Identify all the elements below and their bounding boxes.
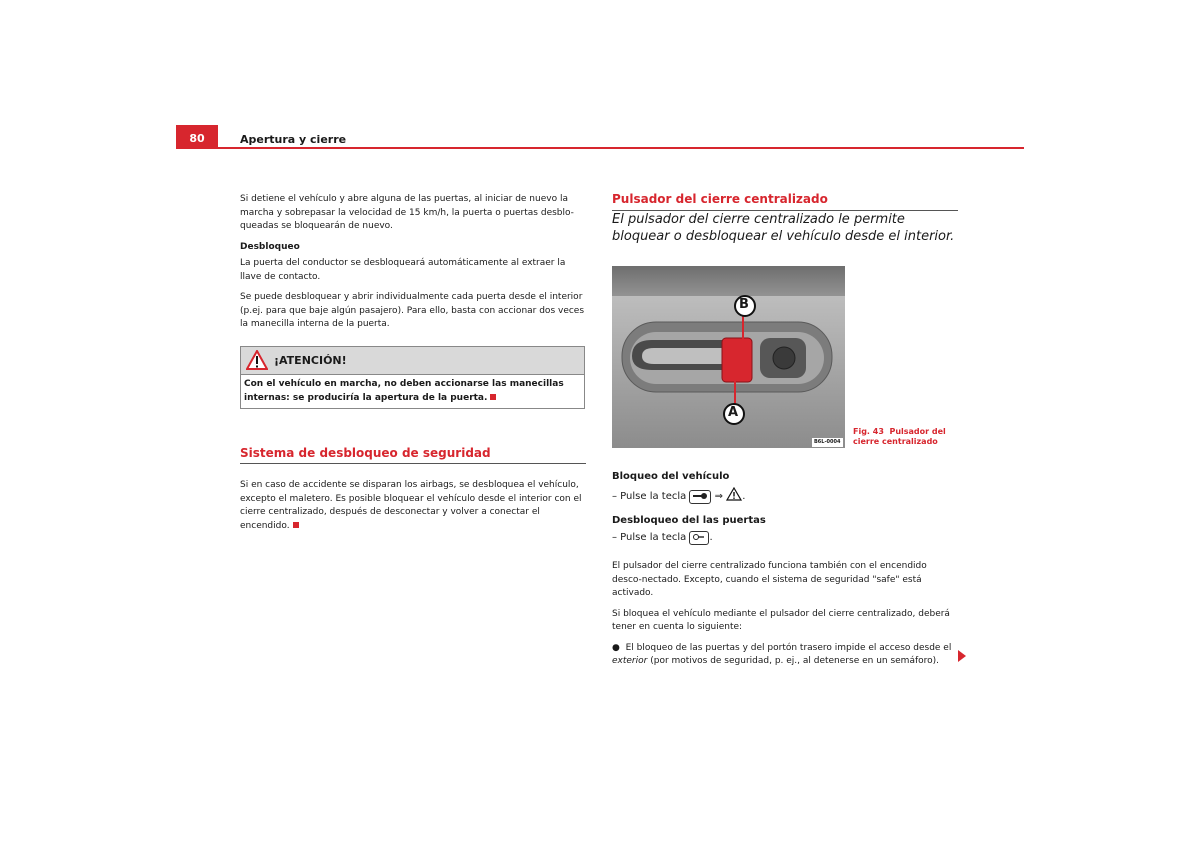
bullet-item: [612, 642, 958, 669]
paragraph-individual-unlock: Se puede desbloquear y abrir individualmente cada puerta desde el interior (p.ej. para que baje algún pasajero). Para ello, basta con accionar dos veces la manecilla interna de la puerta.: [240, 292, 585, 329]
paragraph-ignition-off: El pulsador del cierre centralizado funciona también con el encendido desco-nectado. Excepto, cuando el sistema de seguridad "safe" está activado.: [612, 561, 927, 598]
warning-text: Con el vehículo en marcha, no deben accionarse las manecillas internas: se produciría la apertura de la puerta.: [244, 378, 564, 403]
figure-code: B6L-0004: [814, 439, 841, 445]
paragraph-relock: Si detiene el vehículo y abre alguna de las puertas, al iniciar de nuevo la marcha y sobrepasar la velocidad de 15 km/h, la puerta o puertas desblo-queadas se bloquearán de nuevo.: [240, 194, 574, 231]
door-panel-illustration: [612, 266, 845, 448]
paragraph-consider: Si bloquea el vehículo mediante el pulsador del cierre centralizado, deberá tener en cuenta lo siguiente:: [612, 608, 950, 632]
figure-caption: [853, 427, 963, 447]
paragraph-driver-door: La puerta del conductor se desbloqueará automáticamente al extraer la llave de contacto.: [240, 258, 566, 282]
paragraph-safety-unlock: [240, 479, 586, 533]
step-lock: – Pulse la tecla ⇒ .: [612, 487, 958, 505]
bullet-text-b: (por motivos de seguridad, p. ej., al detenerse en un semáforo).: [650, 656, 940, 666]
figure-door-panel: [612, 266, 845, 448]
left-column: [240, 193, 586, 540]
chapter-title: Apertura y cierre: [240, 133, 347, 146]
warning-header: [241, 347, 584, 375]
section-title-central-lock: Pulsador del cierre centralizado: [612, 193, 958, 211]
page-number: 80: [176, 125, 218, 149]
warning-box: [240, 346, 585, 409]
figure-caption-text: Pulsador del cierre centralizado: [853, 427, 946, 446]
safety-unlock-text: Si en caso de accidente se disparan los airbags, se desbloquea el vehículo, excepto el maletero. Es posible bloquear el vehículo desde el interior con el cierre centralizado, después de desconectar y volver a conectar el encendido.: [240, 480, 582, 531]
bullet-icon: ●: [612, 642, 620, 653]
step-lock-text: – Pulse la tecla: [612, 490, 687, 502]
warning-title: ¡ATENCIÓN!: [274, 353, 347, 367]
end-mark-icon: [293, 522, 299, 528]
figure-number: Fig. 43: [853, 427, 884, 436]
step-unlock-text: – Pulse la tecla: [612, 532, 687, 543]
subhead-desbloqueo: Desbloqueo: [240, 241, 300, 252]
subhead-unlock-doors: Desbloqueo del las puertas: [612, 514, 766, 526]
section-title-safety-unlock: Sistema de desbloqueo de seguridad: [240, 447, 586, 465]
next-page-arrow-icon: [958, 650, 966, 662]
warning-body: [241, 375, 584, 408]
callout-label-b: B: [739, 297, 749, 312]
step-unlock: – Pulse la tecla .: [612, 532, 713, 543]
unlock-key-icon: [689, 531, 709, 545]
lock-key-icon: [689, 490, 711, 504]
intro-text: El pulsador del cierre centralizado le permite bloquear o desbloquear el vehículo desde el interior.: [612, 211, 955, 244]
right-column: [612, 193, 958, 252]
end-mark-icon: [490, 394, 496, 400]
bullet-text-a: El bloqueo de las puertas y del portón trasero impide el acceso desde el: [625, 642, 952, 653]
bullet-emphasis: exterior: [612, 656, 648, 666]
warning-triangle-icon: [726, 487, 742, 501]
subhead-lock-vehicle: Bloqueo del vehículo: [612, 471, 730, 482]
callout-label-a: A: [728, 405, 739, 420]
header-rule: [176, 147, 1024, 149]
warning-triangle-icon: [246, 350, 268, 370]
right-column-lower: [612, 470, 958, 676]
